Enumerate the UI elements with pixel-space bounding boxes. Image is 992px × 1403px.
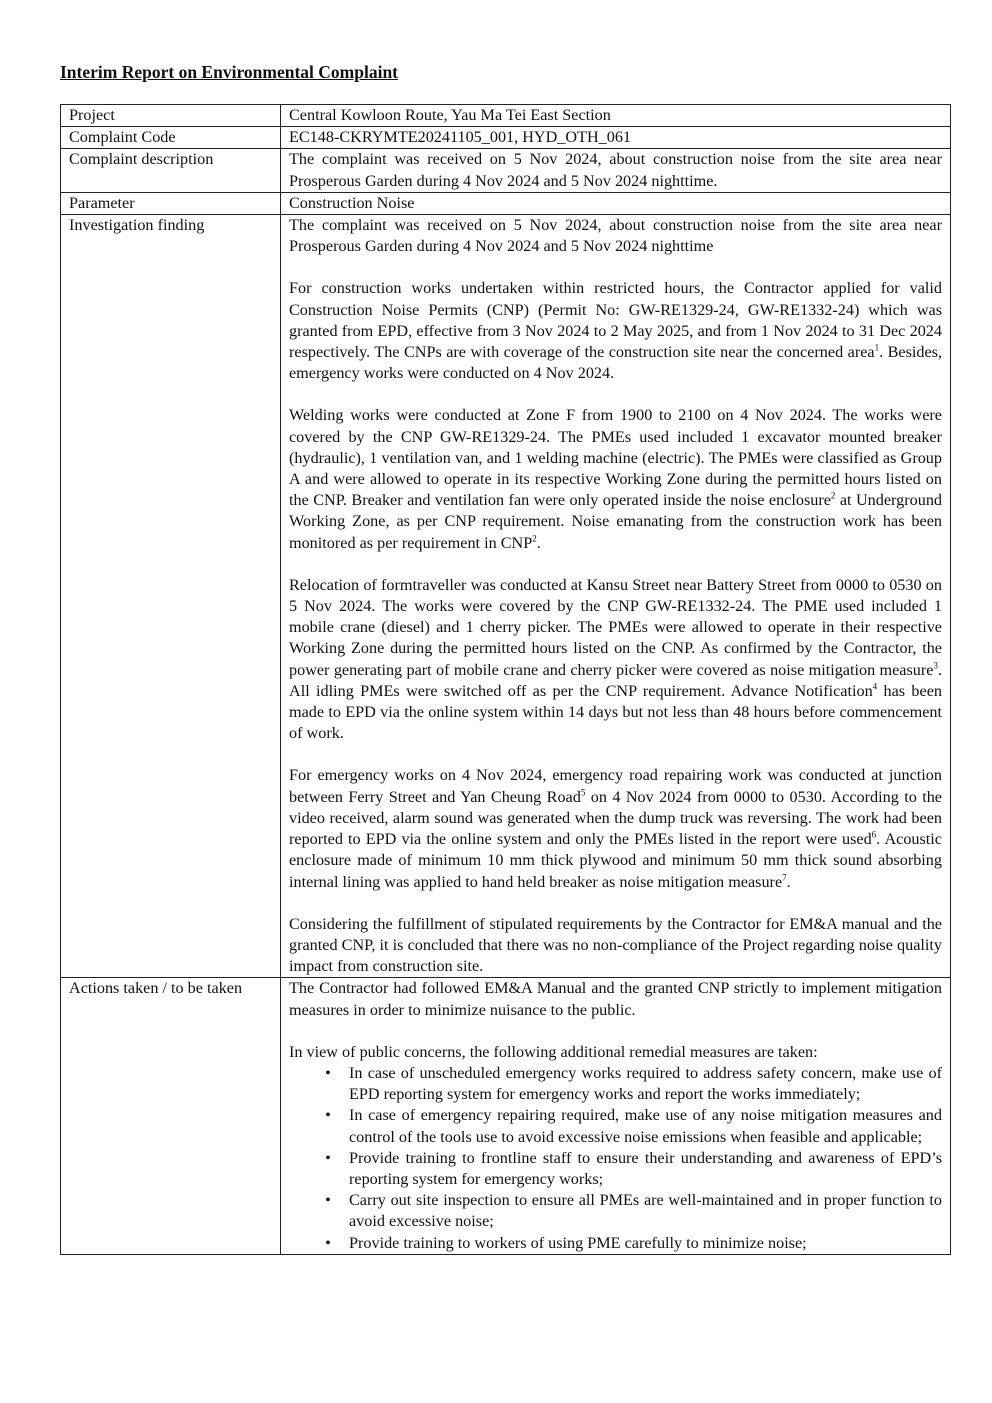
footnote-ref: 7 [782, 872, 787, 883]
bullet-icon: • [325, 1191, 331, 1210]
parameter-label: Parameter [61, 192, 281, 214]
actions-paragraph-1: The Contractor had followed EM&A Manual and the granted CNP strictly to implement mitigation measures in order to minimize nuisance to the public. [289, 979, 942, 1019]
list-item: • Provide training to workers of using PME carefully to minimize noise; [323, 1233, 942, 1254]
table-row [61, 192, 951, 214]
finding-paragraph-3: Welding works were conducted at Zone F from 1900 to 2100 on 4 Nov 2024. The works were covered by the CNP GW-RE1329-24. The PMEs used included 1 excavator mounted breaker (hydraulic), 1 ventilation van, and 1 welding machine (electric). The PMEs were classified as Group A and were allowed to operate in its respective Working Zone during the permitted hours listed on the CNP. Breaker and ventilation fan were only operated inside the noise enclosure$^2$ at Underground Working Zone, as per CNP requirement. Noise emanating from the construction work has been monitored as per requirement in CNP$^2$. [289, 406, 943, 552]
list-item: • In case of unscheduled emergency works required to address safety concern, make use of EPD reporting system for emergency works and report the works immediately; [323, 1063, 942, 1105]
footnote-ref: 1 [874, 342, 880, 353]
remedial-measures-list [289, 1063, 942, 1254]
bullet-icon: • [325, 1106, 331, 1125]
actions-label: Actions taken / to be taken [61, 978, 281, 1254]
complaint-description-label: Complaint description [61, 149, 281, 192]
actions-paragraph-2: In view of public concerns, the following additional remedial measures are taken: [289, 1042, 818, 1061]
footnote-ref: 2 [830, 490, 836, 501]
finding-paragraph-6: Considering the fulfillment of stipulated requirements by the Contractor for EM&A manual and the granted CNP, it is concluded that there was no non-compliance of the Project regarding noise quality impact from construction site. [289, 914, 942, 976]
footnote-ref: 4 [872, 681, 878, 692]
finding-paragraph-4: Relocation of formtraveller was conducted at Kansu Street near Battery Street from 0000 to 0530 on 5 Nov 2024. The works were covered by the CNP GW-RE1332-24. The PME used included 1 mobile crane (diesel) and 1 cherry picker. The PMEs were allowed to operate in their respective Working Zone during the permitted hours listed on the CNP. As confirmed by the Contractor, the power generating part of mobile crane and cherry picker were covered as noise mitigation measure$^3$. All idling PMEs were switched off as per the CNP requirement. Advance Notification$^4$ has been made to EPD via the online system within 14 days but not less than 48 hours before commencement of work. [289, 575, 942, 743]
footnote-ref: 5 [580, 787, 586, 798]
project-label: Project [61, 105, 281, 127]
parameter-value: Construction Noise [281, 192, 951, 214]
project-value: Central Kowloon Route, Yau Ma Tei East Section [281, 105, 951, 127]
complaint-description-cell [281, 149, 951, 192]
list-item: • Carry out site inspection to ensure all PMEs are well-maintained and in proper function to avoid excessive noise; [323, 1190, 942, 1232]
list-item: • Provide training to frontline staff to ensure their understanding and awareness of EPD’s reporting system for emergency works; [323, 1148, 942, 1190]
footnote-ref: 3 [933, 660, 938, 671]
investigation-finding-cell [281, 215, 951, 978]
table-row [61, 149, 951, 192]
complaint-code-value: EC148-CKRYMTE20241105_001, HYD_OTH_061 [281, 127, 951, 149]
bullet-icon: • [325, 1063, 331, 1082]
finding-paragraph-1: The complaint was received on 5 Nov 2024, about construction noise from the site area near Prosperous Garden during 4 Nov 2024 and 5 Nov 2024 nighttime [289, 216, 942, 256]
finding-paragraph-5: For emergency works on 4 Nov 2024, emergency road repairing work was conducted at junction between Ferry Street and Yan Cheung Road$^5$ on 4 Nov 2024 from 0000 to 0530. According to the video received, alarm sound was generated when the dump truck was reversing. The work had been reported to EPD via the online system and only the PMEs listed in the report were used$^6$. Acoustic enclosure made of minimum 10 mm thick plywood and minimum 50 mm thick sound absorbing internal lining was applied to hand held breaker as noise mitigation measure$^7$. [289, 766, 942, 891]
table-row [61, 127, 951, 149]
bullet-icon: • [325, 1148, 331, 1167]
investigation-finding-label: Investigation finding [61, 215, 281, 978]
table-row [61, 978, 951, 1254]
table-row [61, 215, 951, 978]
table-row [61, 105, 951, 127]
complaint-table [60, 104, 951, 1255]
bullet-icon: • [325, 1233, 331, 1252]
actions-cell [281, 978, 951, 1254]
footnote-ref: 2 [532, 533, 537, 544]
list-item: • In case of emergency repairing required, make use of any noise mitigation measures and control of the tools use to avoid excessive noise emissions when feasible and applicable; [323, 1105, 942, 1147]
finding-paragraph-2: For construction works undertaken within restricted hours, the Contractor applied for valid Construction Noise Permits (CNP) (Permit No: GW-RE1329-24, GW-RE1332-24) which was granted from EPD, effective from 3 Nov 2024 to 2 May 2025, and from 1 Nov 2024 to 31 Dec 2024 respectively. The CNPs are with coverage of the construction site near the concerned area$^1$. Besides, emergency works were conducted on 4 Nov 2024. [289, 279, 943, 383]
complaint-description-value: The complaint was received on 5 Nov 2024, about construction noise from the site area near Prosperous Garden during 4 Nov 2024 and 5 Nov 2024 nighttime. [289, 150, 942, 190]
footnote-ref: 6 [871, 829, 877, 840]
page-title: Interim Report on Environmental Complaint [60, 62, 399, 82]
complaint-code-label: Complaint Code [61, 127, 281, 149]
